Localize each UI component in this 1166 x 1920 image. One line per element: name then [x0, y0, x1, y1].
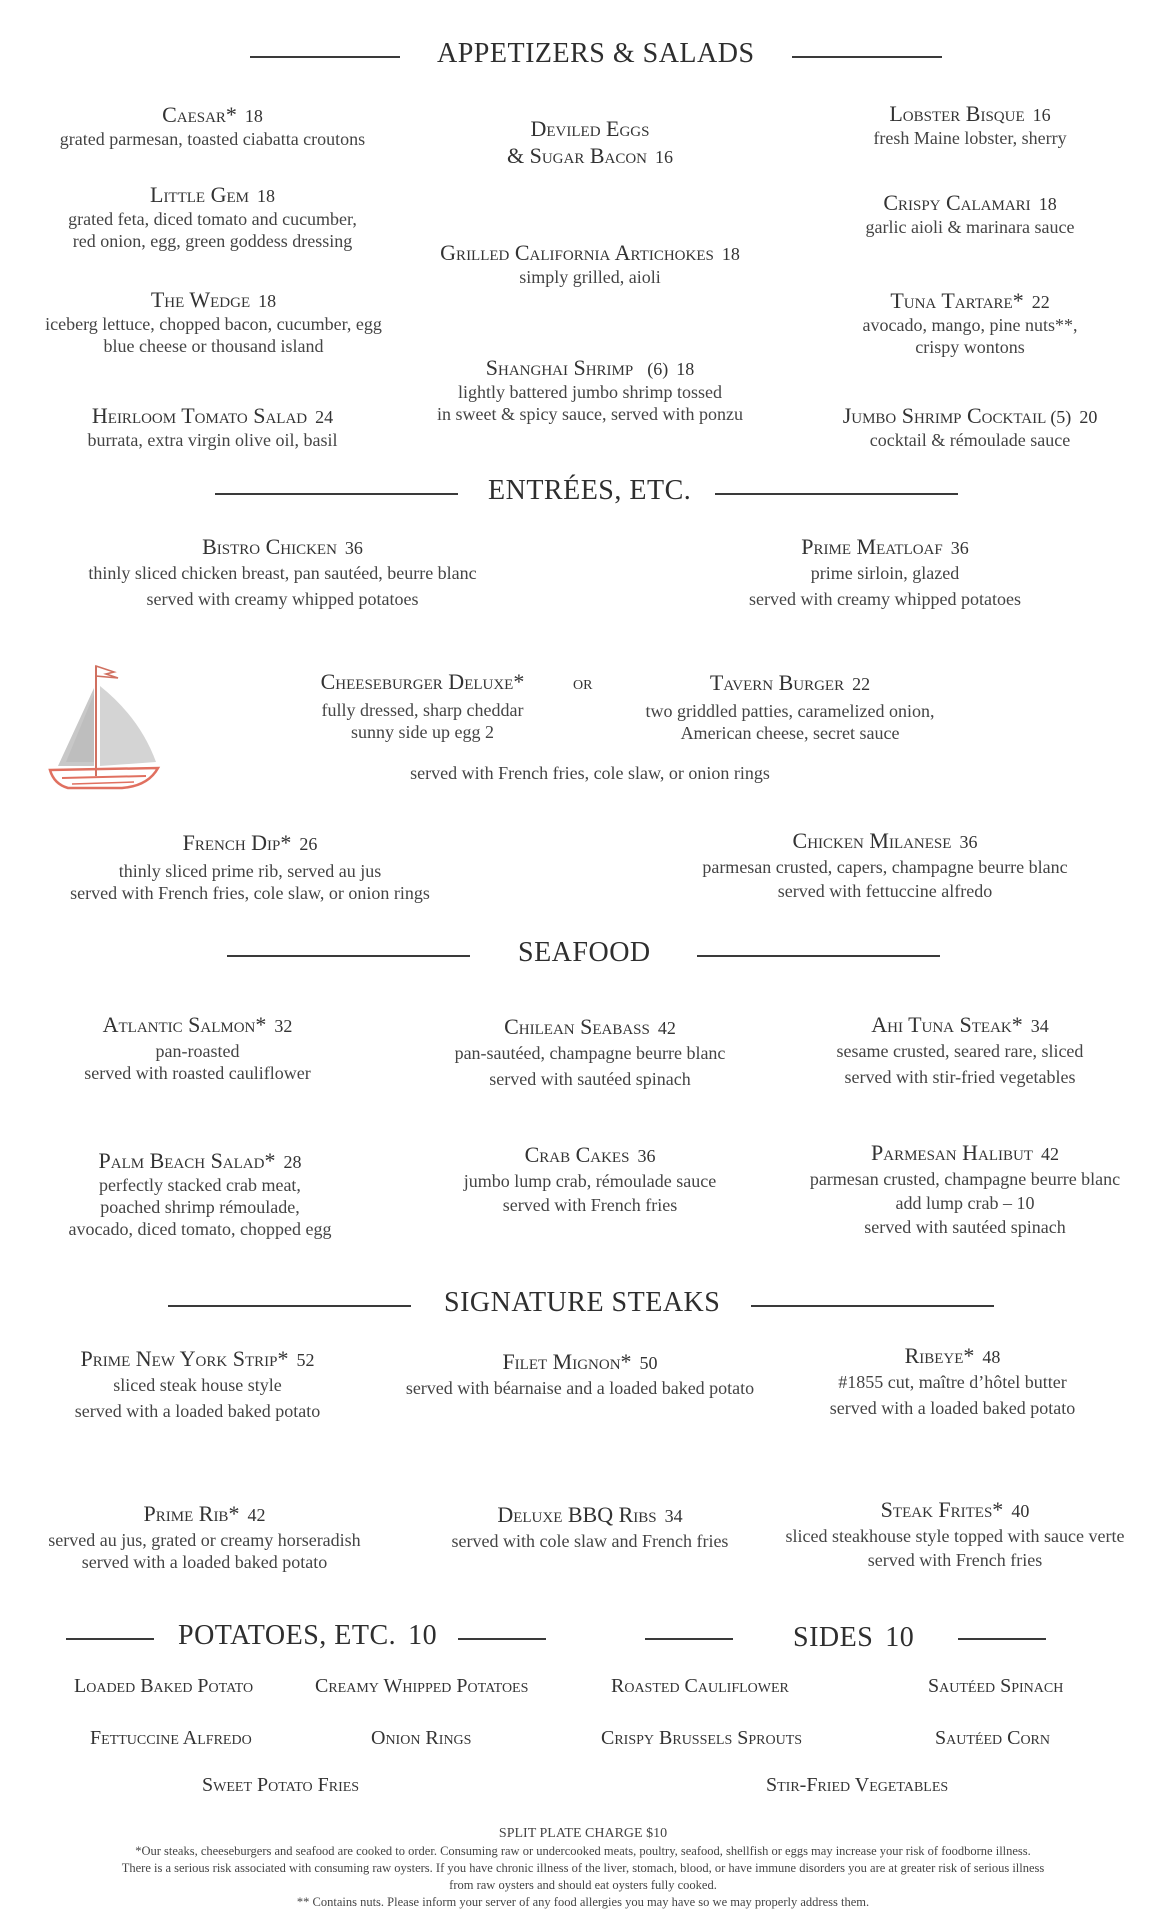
potatoes-price: 10: [408, 1620, 438, 1651]
item-desc: jumbo lump crab, rémoulade sauce: [463, 1170, 717, 1191]
menu-item: [40, 534, 525, 611]
item-desc: thinly sliced chicken breast, pan sautéed, beurre blanc: [88, 562, 477, 583]
item-name: Deviled Eggs: [530, 116, 650, 141]
item-name: Parmesan Halibut: [871, 1140, 1033, 1165]
side-item: Onion Rings: [371, 1727, 472, 1749]
item-price: 18: [1038, 194, 1057, 214]
divider-line: [250, 56, 400, 58]
or-label: or: [573, 672, 593, 694]
item-desc: garlic aioli & marinara sauce: [865, 216, 1075, 237]
item-count: (5): [1050, 407, 1072, 427]
item-price: 20: [1079, 407, 1098, 427]
item-price: 16: [1032, 105, 1051, 125]
item-desc: served with sautéed spinach: [489, 1068, 691, 1089]
item-desc: in sweet & spicy sauce, served with ponzu: [437, 403, 743, 424]
divider-line: [215, 493, 458, 495]
item-price: 24: [315, 407, 334, 427]
menu-item: [30, 1012, 365, 1085]
section-title-steaks: SIGNATURE STEAKS: [444, 1287, 721, 1318]
menu-item: [300, 669, 545, 744]
item-name: Heirloom Tomato Salad: [91, 403, 308, 428]
divider-line: [168, 1305, 411, 1307]
menu-item: [800, 1343, 1105, 1420]
divider-line: [715, 493, 958, 495]
side-item: Creamy Whipped Potatoes: [315, 1675, 529, 1697]
item-name: Tuna Tartare*: [890, 288, 1024, 313]
item-name: Ribeye*: [904, 1343, 975, 1368]
item-price: 22: [1031, 292, 1050, 312]
menu-item: [400, 1502, 780, 1553]
item-price: 42: [1040, 1144, 1059, 1164]
item-name: Lobster Bisque: [889, 101, 1025, 126]
footer-disclaimer: from raw oysters and should eat oysters fully cooked.: [449, 1878, 717, 1892]
footer-split-charge: SPLIT PLATE CHARGE $10: [498, 1826, 668, 1841]
item-name: Palm Beach Salad*: [98, 1148, 276, 1173]
item-price: 34: [664, 1506, 683, 1526]
section-title-seafood: SEAFOOD: [518, 937, 651, 968]
item-desc: burrata, extra virgin olive oil, basil: [87, 429, 338, 450]
item-desc: served with a loaded baked potato: [74, 1400, 321, 1421]
item-desc: served with stir-fried vegetables: [844, 1066, 1076, 1087]
item-desc: parmesan crusted, champagne beurre blanc: [809, 1168, 1121, 1189]
menu-item: [40, 830, 460, 905]
item-desc: thinly sliced prime rib, served au jus: [118, 860, 382, 881]
item-name: Chicken Milanese: [792, 828, 952, 853]
item-price: 18: [244, 106, 263, 126]
item-desc: American cheese, secret sauce: [680, 722, 900, 743]
menu-item: [400, 240, 780, 289]
side-item: Fettuccine Alfredo: [90, 1727, 252, 1749]
item-desc: served with cole slaw and French fries: [451, 1530, 729, 1551]
footer-disclaimer: There is a serious risk associated with consuming raw oysters. If you have chronic illness of the liver, stomach, blood, or have immune disorders you are at greater risk of serious illness: [121, 1861, 1045, 1875]
item-name: & Sugar Bacon: [506, 142, 648, 168]
item-name: Jumbo Shrimp Cocktail: [842, 403, 1047, 428]
menu-item: [700, 534, 1070, 611]
sailboat-icon: [44, 658, 164, 798]
side-item: Loaded Baked Potato: [74, 1675, 254, 1697]
item-price: 28: [283, 1152, 302, 1172]
item-price: 36: [637, 1146, 656, 1166]
item-price: 42: [657, 1018, 676, 1038]
item-price: 16: [655, 146, 674, 167]
burger-note: served with French fries, cole slaw, or onion rings: [410, 763, 770, 783]
item-desc: served au jus, grated or creamy horseradish: [48, 1529, 361, 1550]
item-price: 26: [299, 834, 318, 854]
item-desc: fresh Maine lobster, sherry: [873, 127, 1067, 148]
side-item: Roasted Cauliflower: [611, 1675, 789, 1697]
item-desc: avocado, diced tomato, chopped egg: [68, 1218, 332, 1239]
item-desc: #1855 cut, maître d’hôtel butter: [838, 1371, 1067, 1392]
item-name: The Wedge: [150, 287, 251, 312]
item-desc: crispy wontons: [915, 336, 1025, 357]
item-desc: sesame crusted, seared rare, sliced: [836, 1040, 1084, 1061]
side-item: Sweet Potato Fries: [202, 1774, 360, 1796]
item-desc: prime sirloin, glazed: [810, 562, 960, 583]
side-item: Stir-Fried Vegetables: [766, 1774, 949, 1796]
item-desc: served with French fries: [867, 1549, 1043, 1570]
divider-line: [645, 1638, 733, 1640]
item-price: 18: [676, 359, 695, 379]
menu-item: [790, 403, 1150, 452]
item-desc: sliced steak house style: [113, 1374, 282, 1395]
item-name: Grilled California Artichokes: [440, 240, 714, 265]
menu-item: [22, 1501, 387, 1574]
item-name: Caesar*: [162, 102, 237, 127]
item-price: 36: [950, 538, 969, 558]
item-price: 40: [1011, 1501, 1030, 1521]
item-name: Deluxe BBQ Ribs: [497, 1502, 657, 1527]
menu-item: [680, 828, 1090, 903]
item-desc: perfectly stacked crab meat,: [99, 1174, 301, 1195]
menu-item: [400, 1014, 780, 1091]
divider-line: [792, 56, 942, 58]
item-desc: parmesan crusted, capers, champagne beurre blanc: [702, 856, 1068, 877]
item-name: Tavern Burger: [709, 670, 845, 695]
item-name: Crab Cakes: [524, 1142, 630, 1167]
item-desc: simply grilled, aioli: [519, 266, 661, 287]
section-title-potatoes: [178, 1620, 437, 1652]
item-name: Chilean Seabass: [504, 1014, 650, 1039]
item-desc: served with French fries: [502, 1194, 678, 1215]
menu-item: [770, 1497, 1140, 1572]
item-desc: served with a loaded baked potato: [81, 1551, 328, 1572]
item-desc: add lump crab – 10: [895, 1192, 1035, 1213]
item-name: French Dip*: [182, 830, 292, 855]
item-desc: served with creamy whipped potatoes: [146, 588, 419, 609]
item-name: Filet Mignon*: [502, 1349, 632, 1374]
item-desc: fully dressed, sharp cheddar: [321, 699, 524, 720]
menu-item: [790, 288, 1150, 359]
item-desc: two griddled patties, caramelized onion,: [645, 700, 935, 721]
item-price: 48: [982, 1347, 1001, 1367]
footer-allergy-note: ** Contains nuts. Please inform your server of any food allergies you may have so we may properly address them.: [296, 1895, 870, 1909]
item-name: Atlantic Salmon*: [102, 1012, 267, 1037]
divider-line: [958, 1638, 1046, 1640]
item-name: Steak Frites*: [880, 1497, 1004, 1522]
menu-item: [600, 670, 980, 745]
item-desc: poached shrimp rémoulade,: [100, 1196, 300, 1217]
item-price: 34: [1030, 1016, 1049, 1036]
item-desc: cocktail & rémoulade sauce: [869, 429, 1071, 450]
item-name: Little Gem: [150, 182, 249, 207]
item-desc: served with roasted cauliflower: [84, 1062, 311, 1083]
side-item: Sautéed Corn: [935, 1727, 1051, 1749]
item-desc: pan-roasted: [155, 1040, 240, 1061]
item-price: 36: [959, 832, 978, 852]
item-price: 18: [721, 244, 740, 264]
item-desc: blue cheese or thousand island: [103, 335, 324, 356]
item-name: Prime Rib*: [143, 1501, 240, 1526]
menu-item: [780, 1140, 1150, 1239]
item-name: Cheeseburger Deluxe*: [320, 669, 525, 694]
sides-title: SIDES: [793, 1622, 874, 1653]
divider-line: [227, 955, 470, 957]
divider-line: [66, 1638, 154, 1640]
item-price: 32: [274, 1016, 293, 1036]
item-name: Ahi Tuna Steak*: [871, 1012, 1023, 1037]
item-desc: served with béarnaise and a loaded baked potato: [405, 1377, 755, 1398]
item-desc: lightly battered jumbo shrimp tossed: [458, 381, 722, 402]
menu-item: [22, 287, 405, 358]
item-desc: pan-sautéed, champagne beurre blanc: [454, 1042, 726, 1063]
divider-line: [751, 1305, 994, 1307]
menu-item: [40, 403, 385, 452]
item-desc: sunny side up egg 2: [351, 721, 494, 742]
item-price: 42: [247, 1505, 266, 1525]
item-desc: red onion, egg, green goddess dressing: [72, 230, 353, 251]
item-desc: sliced steakhouse style topped with sauce verte: [785, 1525, 1125, 1546]
item-name: Shanghai Shrimp: [485, 355, 634, 380]
section-title-sides: [793, 1622, 914, 1654]
menu-item: [790, 1012, 1130, 1089]
item-desc: served with sautéed spinach: [864, 1216, 1066, 1237]
item-price: 52: [296, 1350, 315, 1370]
item-desc: served with creamy whipped potatoes: [749, 588, 1021, 609]
item-price: 18: [258, 291, 277, 311]
sides-price: 10: [885, 1622, 915, 1653]
footer-disclaimer: *Our steaks, cheeseburgers and seafood are cooked to order. Consuming raw or undercooked meats, poultry, seafood, shellfish or eggs may increase your risk of foodborne illness.: [135, 1844, 1031, 1858]
item-price: 36: [344, 538, 363, 558]
item-price: 22: [852, 674, 871, 694]
item-desc: avocado, mango, pine nuts**,: [862, 314, 1078, 335]
menu-item: [30, 1346, 365, 1423]
menu-item: [40, 182, 385, 253]
item-name: Crispy Calamari: [883, 190, 1031, 215]
item-desc: iceberg lettuce, chopped bacon, cucumber, egg: [45, 313, 382, 334]
item-desc: served with French fries, cole slaw, or onion rings: [70, 882, 430, 903]
menu-item: [40, 102, 385, 151]
potatoes-title: POTATOES, ETC.: [178, 1620, 397, 1651]
item-price: 18: [256, 186, 275, 206]
menu-item: [30, 1148, 370, 1241]
menu-item: [400, 355, 780, 426]
divider-line: [458, 1638, 546, 1640]
section-title-entrees: ENTRÉES, ETC.: [488, 475, 692, 506]
menu-item: [790, 101, 1150, 150]
item-name: Bistro Chicken: [202, 534, 337, 559]
section-title-appetizers: APPETIZERS & SALADS: [437, 38, 755, 69]
menu-item: [400, 1142, 780, 1217]
item-desc: served with fettuccine alfredo: [777, 880, 993, 901]
menu-item: [380, 1349, 780, 1400]
item-price: 50: [639, 1353, 658, 1373]
menu-item: [400, 116, 780, 170]
item-desc: served with a loaded baked potato: [829, 1397, 1076, 1418]
side-item: Sautéed Spinach: [928, 1675, 1064, 1697]
side-item: Crispy Brussels Sprouts: [601, 1727, 803, 1749]
divider-line: [697, 955, 940, 957]
item-name: Prime Meatloaf: [801, 534, 943, 559]
item-desc: grated parmesan, toasted ciabatta croutons: [59, 128, 366, 149]
item-name: Prime New York Strip*: [80, 1346, 289, 1371]
menu-item: [790, 190, 1150, 239]
item-count: (6): [647, 359, 669, 379]
item-desc: grated feta, diced tomato and cucumber,: [68, 208, 357, 229]
